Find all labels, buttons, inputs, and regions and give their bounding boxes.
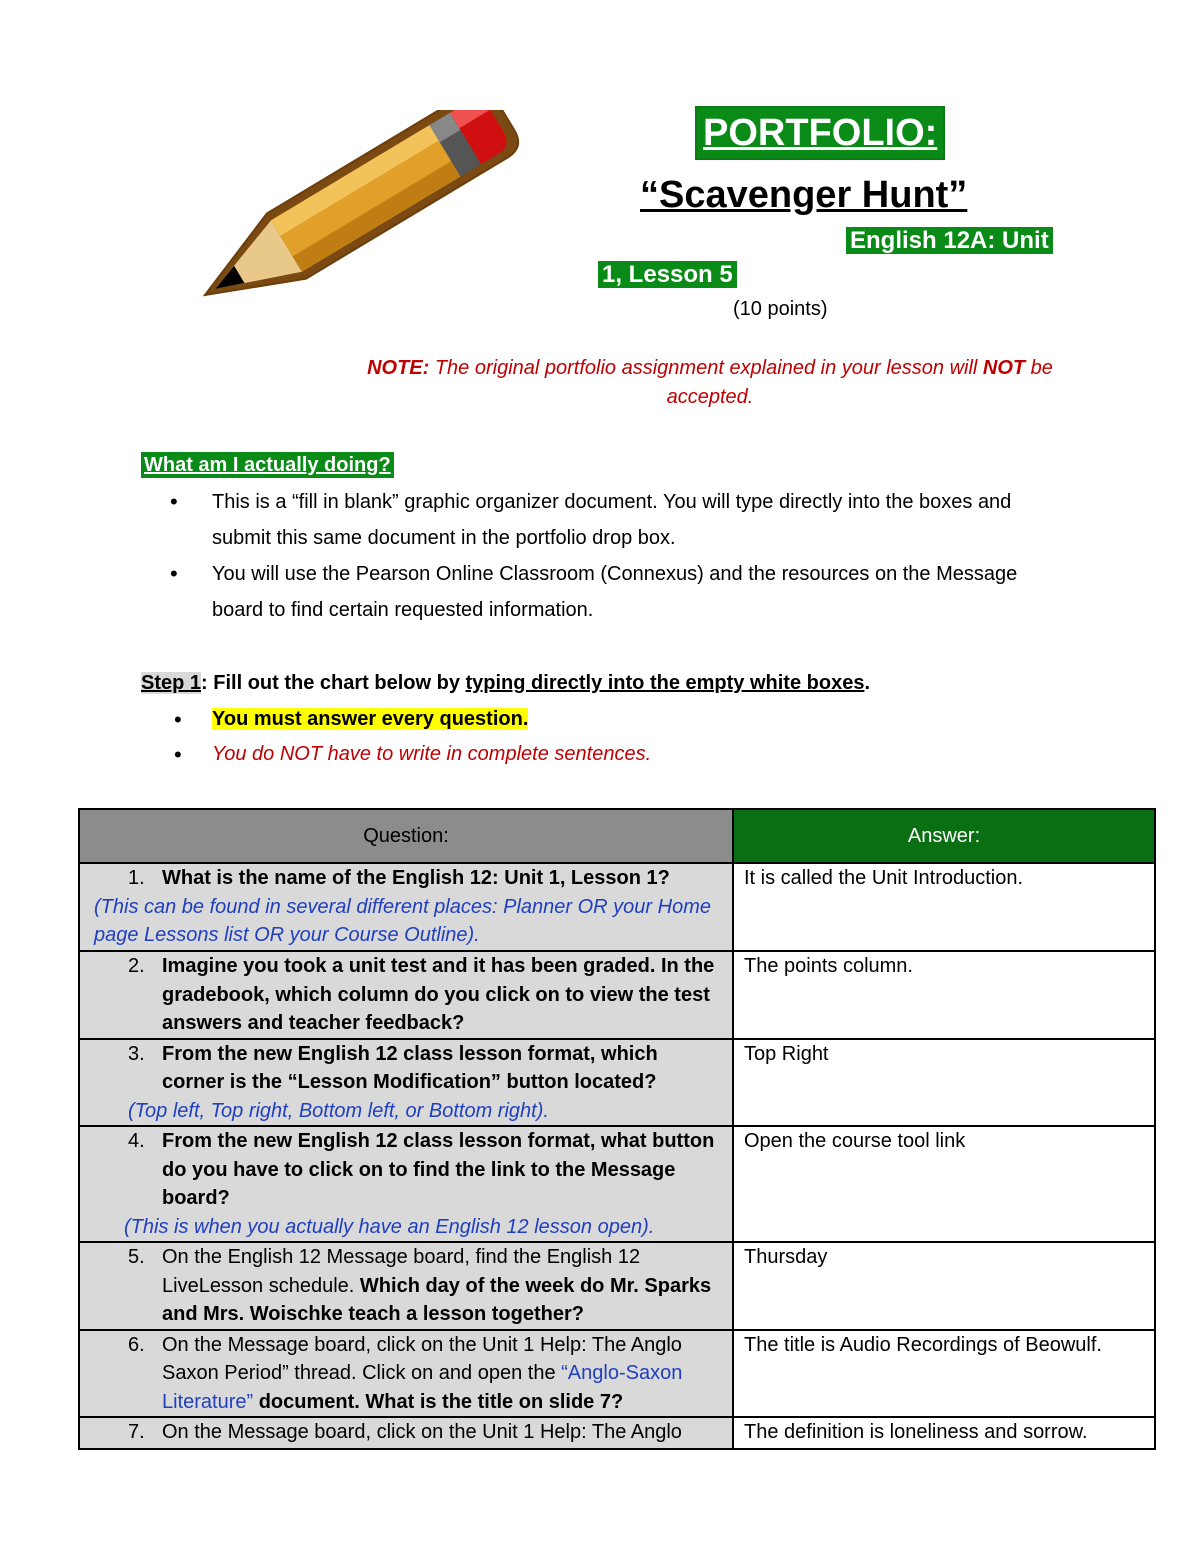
question-answer-table [78,808,1156,1450]
note-label: NOTE: [367,357,430,379]
document-title: PORTFOLIO: [695,106,945,160]
question-cell: 6. On the Message board, click on the Unit 1 Help: The Anglo Saxon Period” thread. Click on and open the “Anglo-Saxon Literature” document. What is the title on slide 7? [79,1330,733,1418]
table-row [79,1242,1155,1330]
table-row [79,1330,1155,1418]
answer-cell[interactable]: The points column. [733,951,1155,1039]
document-subtitle: “Scavenger Hunt” [640,174,968,216]
table-header-row [79,809,1155,863]
instruction-list [170,484,1070,628]
table-row [79,951,1155,1039]
note-emph: NOT [982,357,1026,379]
table-row [79,863,1155,951]
step-list [170,702,651,772]
document-link[interactable]: “Anglo-Saxon Literature” [162,1362,683,1413]
answer-cell[interactable]: It is called the Unit Introduction. [733,863,1155,951]
answer-cell[interactable]: The title is Audio Recordings of Beowulf. [733,1330,1155,1418]
question-cell: 7. On the Message board, click on the Unit 1 Help: The Anglo [79,1417,733,1449]
answer-cell[interactable]: Thursday [733,1242,1155,1330]
section-heading: What am I actually doing? [141,452,394,478]
question-cell: 5. On the English 12 Message board, find the English 12 LiveLesson schedule. Which day of the week do Mr. Sparks and Mrs. Woischke teach a lesson together? [79,1242,733,1330]
list-item: • You must answer every question. [170,702,651,737]
table-row [79,1417,1155,1449]
step-instruction: Step 1: Fill out the chart below by typing directly into the empty white boxes. [141,672,871,694]
step-label: Step 1 [141,672,202,694]
list-item: • You will use the Pearson Online Classroom (Connexus) and the resources on the Message board to find certain requested information. [170,556,1070,628]
question-cell: 3. From the new English 12 class lesson format, which corner is the “Lesson Modification” button located? (Top left, Top right, Bottom left, or Bottom right). [79,1039,733,1127]
answer-cell[interactable]: Open the course tool link [733,1126,1155,1242]
note-text: NOTE: The original portfolio assignment explained in your lesson will NOT be accepted. [367,357,1053,408]
question-column-header: Question: [79,809,733,863]
answer-cell[interactable]: The definition is loneliness and sorrow. [733,1417,1155,1449]
question-cell: 4. From the new English 12 class lesson format, what button do you have to click on to find the link to the Message board? (This is when you actually have an English 12 lesson open). [79,1126,733,1242]
answer-column-header: Answer: [733,809,1155,863]
course-label-part1: English 12A: Unit [846,227,1053,254]
question-cell: 2. Imagine you took a unit test and it has been graded. In the gradebook, which column do you click on to view the test answers and teacher feedback? [79,951,733,1039]
table-row [79,1039,1155,1127]
pencil-icon [195,110,555,300]
points-label: (10 points) [733,298,828,320]
answer-cell[interactable]: Top Right [733,1039,1155,1127]
question-cell: 1. What is the name of the English 12: Unit 1, Lesson 1? (This can be found in several different places: Planner OR your Home page Lessons list OR your Course Outline). [79,863,733,951]
list-item: • You do NOT have to write in complete sentences. [170,737,651,772]
course-label-part2: 1, Lesson 5 [598,261,737,288]
table-row [79,1126,1155,1242]
list-item: • This is a “fill in blank” graphic organizer document. You will type directly into the boxes and submit this same document in the portfolio drop box. [170,484,1070,556]
